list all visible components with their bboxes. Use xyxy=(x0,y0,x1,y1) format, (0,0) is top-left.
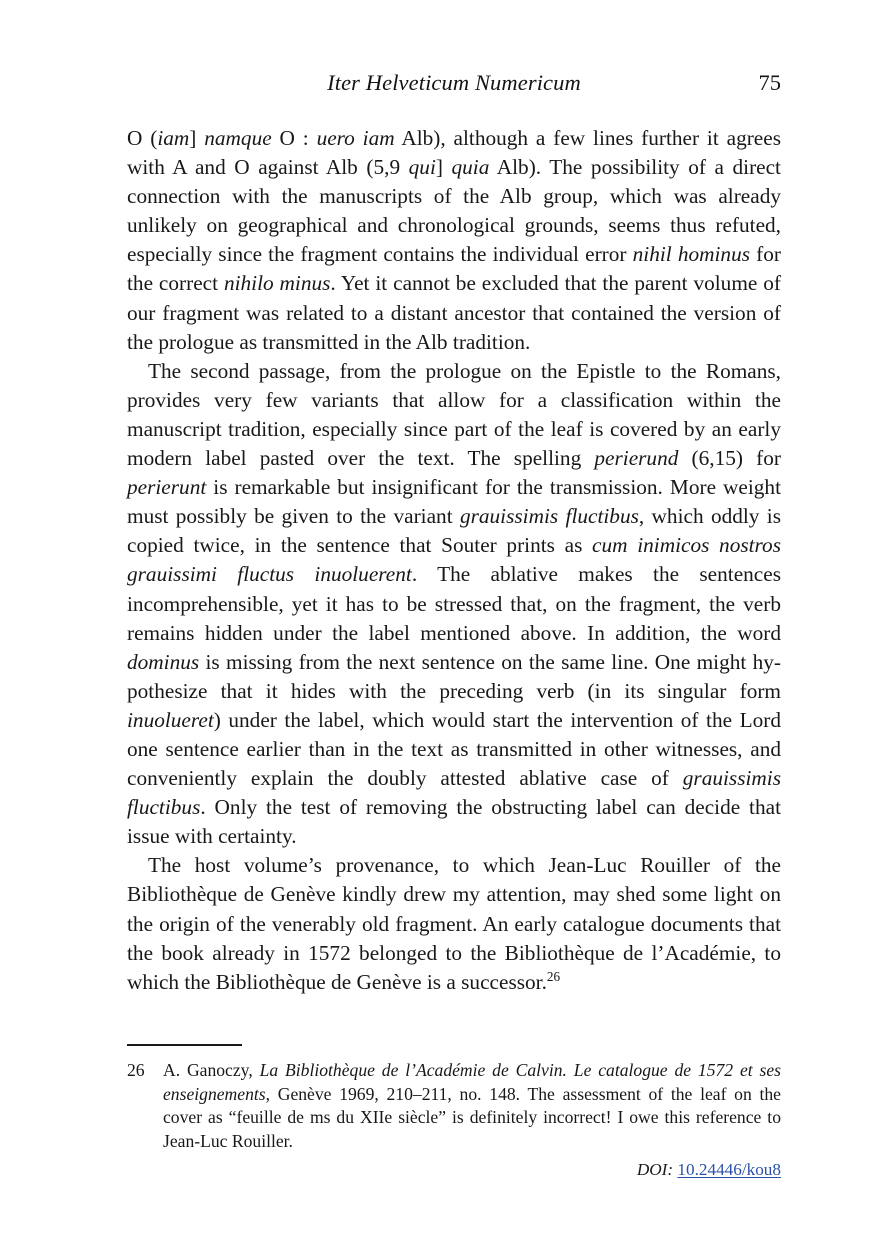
doi-label: DOI: xyxy=(636,1160,674,1179)
doi-link[interactable]: 10.24446/kou8 xyxy=(677,1160,781,1179)
paragraph-3: The host volume’s provenance, to which Jean-Luc Rouiller of the Bibliothèque de Genève kindly drew my attention, may shed some light on the origin of the venerably old fragment. An early catalogue documents that the book already in 1572 belonged to the Bibliothèque de l’Académie, to which the Bibliothèque de Genève is a successor.$^{26}$ xyxy=(127,853,781,994)
footnote-area xyxy=(127,1044,781,1153)
footnote-separator-rule xyxy=(127,1044,242,1046)
body-text xyxy=(127,124,781,997)
footnote-number: 26 xyxy=(127,1060,145,1080)
running-head xyxy=(127,70,781,100)
page-number: 75 xyxy=(758,70,781,95)
paragraph-1: O (iam] namque O : uero iam Alb), although a few lines further it agrees with A and O against Alb (5,9 qui] quia Alb). The possibility of a direct connection with the manuscripts of the Alb group, which was already unlikely on geographical and chronological grounds, seems thus refuted, especially since the fragment contains the individual error nihil hominus for the correct nihilo minus. Yet it cannot be excluded that the parent volume of our fragment was related to a distant ancestor that contained the version of the prologue as transmitted in the Alb tradition. xyxy=(127,126,781,354)
running-head-title: Iter Helveticum Numericum xyxy=(327,70,581,95)
footnote-26 xyxy=(127,1059,781,1153)
paragraph-2: The second passage, from the prologue on the Epistle to the Romans, provides very few variants that allow for a classification within the manuscript tradition, especially since part of the leaf is covered by an early modern label pasted over the text. The spelling perierund (6,15) for perierunt is remarkable but insignificant for the transmission. More weight must possibly be given to the variant grauissimis fluctibus, which oddly is copied twice, in the sentence that Souter prints as cum inimicos nostros grauissimi fluctus inuoluerent. The ablative makes the sentences incomprehensible, yet it has to be stressed that, on the fragment, the verb remains hidden under the label mentioned above. In addition, the word dominus is missing from the next sentence on the same line. One might hypothesize that it hides with the preceding verb (in its singular form inuolueret) under the label, which would start the intervention of the Lord one sentence earlier than in the text as transmitted in other witnesses, and conveniently explain the doubly attested ablative case of grauissimis fluctibus. Only the test of removing the obstructing label can decide that issue with certainty. xyxy=(127,358,782,849)
doi-line xyxy=(127,1160,781,1180)
footnote-text: A. Ganoczy, La Bibliothèque de l’Académie de Calvin. Le catalogue de 1572 et ses enseignements, Genève 1969, 210–211, no. 148. The assessment of the leaf on the cover as “feuille de ms du XIIe siècle” is definitely incorrect! I owe this reference to Jean-Luc Rouiller. xyxy=(163,1060,782,1151)
